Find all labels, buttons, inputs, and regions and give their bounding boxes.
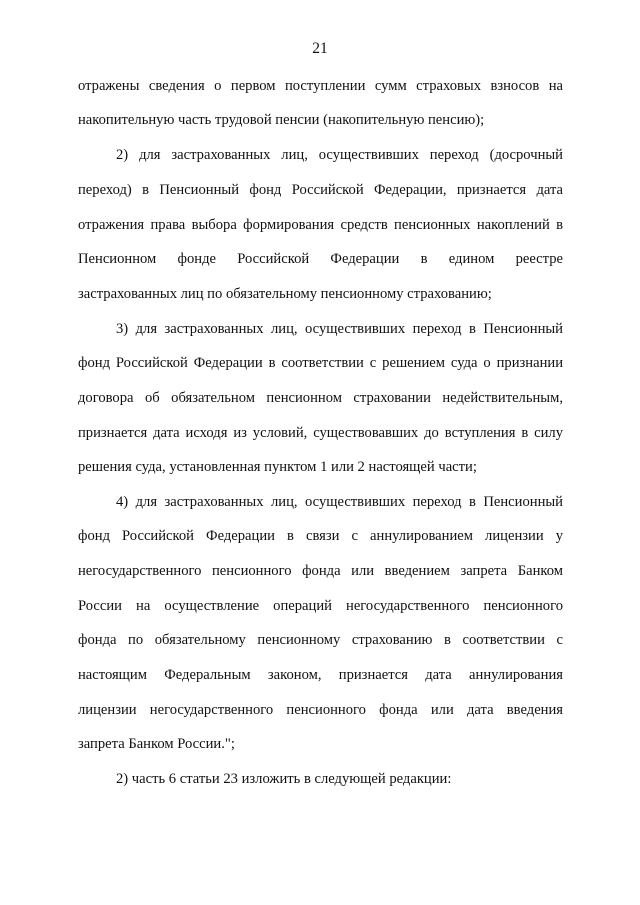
text-line: 2) для застрахованных лиц, осуществивших переход (досрочный <box>116 148 563 163</box>
text-line: застрахованных лиц по обязательному пенсионному страхованию; <box>78 286 492 302</box>
text-line: России на осуществление операций негосударственного пенсионного <box>78 599 563 614</box>
text-line: отражены сведения о первом поступлении сумм страховых взносов на <box>78 79 563 94</box>
text-line: 3) для застрахованных лиц, осуществивших переход в Пенсионный <box>116 322 563 337</box>
text-line: негосударственного пенсионного фонда или введением запрета Банком <box>78 564 563 579</box>
text-line: 4) для застрахованных лиц, осуществивших переход в Пенсионный <box>116 495 563 510</box>
page-number: 21 <box>312 40 328 57</box>
text-line: договора об обязательном пенсионном страховании недействительным, <box>78 391 563 406</box>
text-line: фонда по обязательному пенсионному страхованию в соответствии с <box>78 633 563 648</box>
text-line: лицензии негосударственного пенсионного фонда или дата введения <box>78 703 563 718</box>
text-line: признается дата исходя из условий, существовавших до вступления в силу <box>78 426 563 441</box>
text-line: накопительную часть трудовой пенсии (накопительную пенсию); <box>78 112 485 128</box>
text-line: отражения права выбора формирования средств пенсионных накоплений в <box>78 218 563 233</box>
text-line: Пенсионном фонде Российской Федерации в едином реестре <box>78 252 563 267</box>
text-line: фонд Российской Федерации в связи с аннулированием лицензии у <box>78 529 563 544</box>
text-line: переход) в Пенсионный фонд Российской Федерации, признается дата <box>78 183 563 198</box>
text-line: решения суда, установленная пунктом 1 или 2 настоящей части; <box>78 459 477 475</box>
text-line: 2) часть 6 статьи 23 изложить в следующей редакции: <box>116 771 452 787</box>
text-line: настоящим Федеральным законом, признается дата аннулирования <box>78 668 563 683</box>
text-line: фонд Российской Федерации в соответствии с решением суда о признании <box>78 356 563 371</box>
text-line: запрета Банком России."; <box>78 736 235 752</box>
